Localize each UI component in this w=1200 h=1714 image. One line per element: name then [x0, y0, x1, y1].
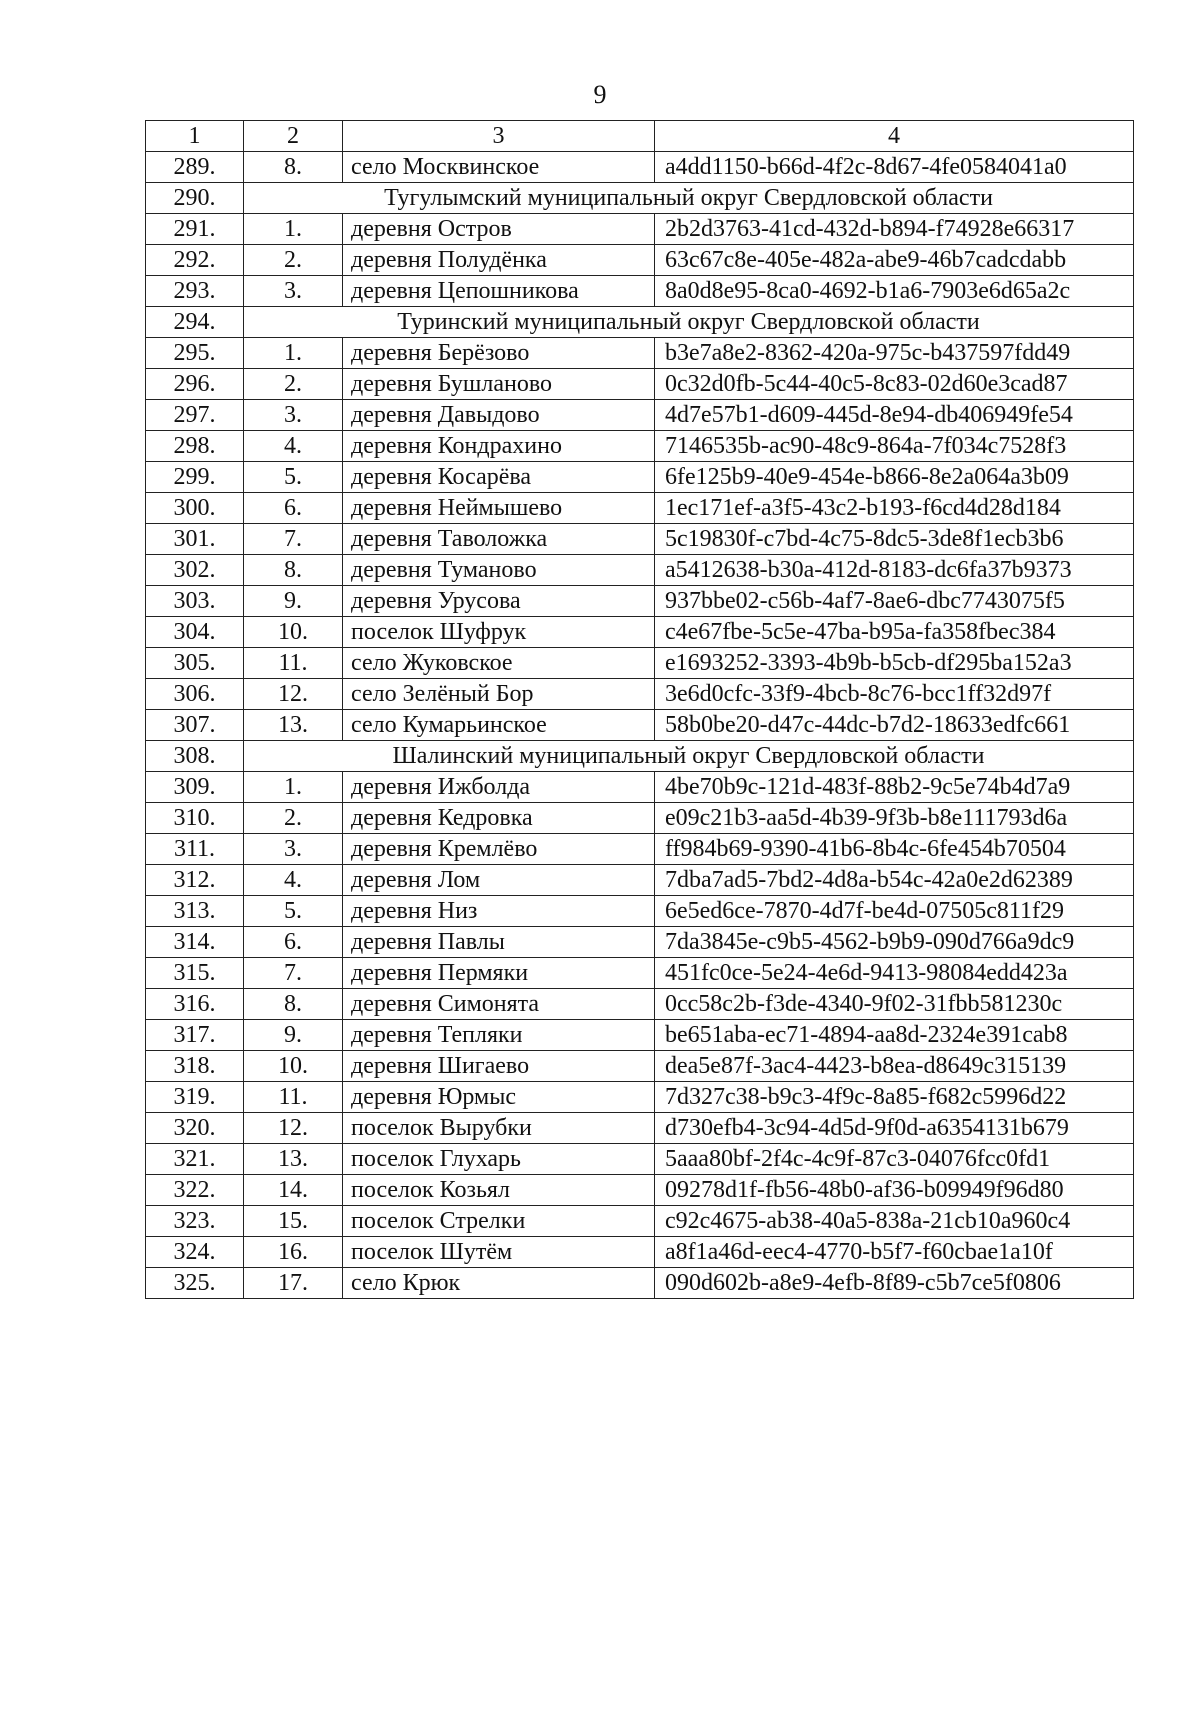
settlement-guid: e1693252-3393-4b9b-b5cb-df295ba152a3 — [655, 648, 1134, 679]
settlement-guid: 6e5ed6ce-7870-4d7f-be4d-07505c811f29 — [655, 896, 1134, 927]
settlement-guid: 2b2d3763-41cd-432d-b894-f74928e66317 — [655, 214, 1134, 245]
settlement-guid: 3e6d0cfc-33f9-4bcb-8c76-bcc1ff32d97f — [655, 679, 1134, 710]
settlement-name: деревня Низ — [343, 896, 655, 927]
sub-number: 16. — [244, 1237, 343, 1268]
settlement-name: деревня Косарёва — [343, 462, 655, 493]
settlement-guid: 8a0d8e95-8ca0-4692-b1a6-7903e6d65a2c — [655, 276, 1134, 307]
table-row — [146, 679, 1134, 710]
sub-number: 8. — [244, 989, 343, 1020]
row-number: 319. — [146, 1082, 244, 1113]
settlement-name: деревня Урусова — [343, 586, 655, 617]
table-row — [146, 1020, 1134, 1051]
table-row — [146, 834, 1134, 865]
sub-number: 3. — [244, 276, 343, 307]
settlement-guid: 7dba7ad5-7bd2-4d8a-b54c-42a0e2d62389 — [655, 865, 1134, 896]
sub-number: 1. — [244, 214, 343, 245]
sub-number: 15. — [244, 1206, 343, 1237]
header-cell-4: 4 — [655, 121, 1134, 152]
row-number: 293. — [146, 276, 244, 307]
row-number: 318. — [146, 1051, 244, 1082]
settlement-guid: 7d327c38-b9c3-4f9c-8a85-f682c5996d22 — [655, 1082, 1134, 1113]
row-number: 315. — [146, 958, 244, 989]
sub-number: 12. — [244, 679, 343, 710]
settlement-name: деревня Бушланово — [343, 369, 655, 400]
sub-number: 13. — [244, 710, 343, 741]
row-number: 314. — [146, 927, 244, 958]
table-row — [146, 896, 1134, 927]
settlement-name: село Зелёный Бор — [343, 679, 655, 710]
settlement-name: село Москвинское — [343, 152, 655, 183]
row-number: 300. — [146, 493, 244, 524]
row-number: 322. — [146, 1175, 244, 1206]
row-number: 310. — [146, 803, 244, 834]
settlement-name: деревня Давыдово — [343, 400, 655, 431]
table-row — [146, 1082, 1134, 1113]
settlement-guid: 7146535b-ac90-48c9-864a-7f034c7528f3 — [655, 431, 1134, 462]
settlement-name: поселок Вырубки — [343, 1113, 655, 1144]
table-row — [146, 1175, 1134, 1206]
row-number: 325. — [146, 1268, 244, 1299]
table-row — [146, 1268, 1134, 1299]
sub-number: 17. — [244, 1268, 343, 1299]
table-row — [146, 462, 1134, 493]
row-number: 309. — [146, 772, 244, 803]
table-row — [146, 927, 1134, 958]
table-row — [146, 617, 1134, 648]
settlement-name: село Кумарьинское — [343, 710, 655, 741]
settlement-name: деревня Полудёнка — [343, 245, 655, 276]
settlement-name: деревня Кондрахино — [343, 431, 655, 462]
row-number: 297. — [146, 400, 244, 431]
sub-number: 2. — [244, 245, 343, 276]
row-number: 321. — [146, 1144, 244, 1175]
settlement-name: поселок Шутём — [343, 1237, 655, 1268]
section-title: Шалинский муниципальный округ Свердловской области — [244, 741, 1134, 772]
row-number: 312. — [146, 865, 244, 896]
sub-number: 2. — [244, 369, 343, 400]
settlement-guid: be651aba-ec71-4894-aa8d-2324e391cab8 — [655, 1020, 1134, 1051]
sub-number: 8. — [244, 152, 343, 183]
table-row — [146, 958, 1134, 989]
settlement-name: деревня Берёзово — [343, 338, 655, 369]
table-row — [146, 865, 1134, 896]
section-title: Туринский муниципальный округ Свердловской области — [244, 307, 1134, 338]
table-row — [146, 772, 1134, 803]
section-row — [146, 307, 1134, 338]
table-row — [146, 152, 1134, 183]
settlements-table — [145, 120, 1134, 1299]
row-number: 292. — [146, 245, 244, 276]
table-row — [146, 431, 1134, 462]
sub-number: 14. — [244, 1175, 343, 1206]
table-row — [146, 276, 1134, 307]
settlement-guid: b3e7a8e2-8362-420a-975c-b437597fdd49 — [655, 338, 1134, 369]
table-row — [146, 989, 1134, 1020]
settlement-name: деревня Неймышево — [343, 493, 655, 524]
settlement-guid: dea5e87f-3ac4-4423-b8ea-d8649c315139 — [655, 1051, 1134, 1082]
table-row — [146, 214, 1134, 245]
table-header-row — [146, 121, 1134, 152]
row-number: 304. — [146, 617, 244, 648]
settlement-guid: ff984b69-9390-41b6-8b4c-6fe454b70504 — [655, 834, 1134, 865]
header-cell-1: 1 — [146, 121, 244, 152]
row-number: 307. — [146, 710, 244, 741]
settlement-guid: d730efb4-3c94-4d5d-9f0d-a6354131b679 — [655, 1113, 1134, 1144]
sub-number: 7. — [244, 958, 343, 989]
settlement-guid: 5c19830f-c7bd-4c75-8dc5-3de8f1ecb3b6 — [655, 524, 1134, 555]
settlement-name: деревня Симонята — [343, 989, 655, 1020]
settlement-name: деревня Туманово — [343, 555, 655, 586]
table-row — [146, 803, 1134, 834]
settlement-guid: 0c32d0fb-5c44-40c5-8c83-02d60e3cad87 — [655, 369, 1134, 400]
table-row — [146, 710, 1134, 741]
table-row — [146, 245, 1134, 276]
header-cell-2: 2 — [244, 121, 343, 152]
settlement-name: деревня Юрмыс — [343, 1082, 655, 1113]
sub-number: 10. — [244, 1051, 343, 1082]
sub-number: 5. — [244, 896, 343, 927]
row-number: 313. — [146, 896, 244, 927]
settlement-name: деревня Лом — [343, 865, 655, 896]
settlement-guid: a5412638-b30a-412d-8183-dc6fa37b9373 — [655, 555, 1134, 586]
row-number: 291. — [146, 214, 244, 245]
settlement-name: поселок Глухарь — [343, 1144, 655, 1175]
row-number: 295. — [146, 338, 244, 369]
settlement-guid: 4be70b9c-121d-483f-88b2-9c5e74b4d7a9 — [655, 772, 1134, 803]
settlement-guid: 09278d1f-fb56-48b0-af36-b09949f96d80 — [655, 1175, 1134, 1206]
sub-number: 7. — [244, 524, 343, 555]
table-row — [146, 524, 1134, 555]
table-row — [146, 400, 1134, 431]
row-number: 302. — [146, 555, 244, 586]
sub-number: 11. — [244, 1082, 343, 1113]
sub-number: 4. — [244, 865, 343, 896]
settlement-name: поселок Стрелки — [343, 1206, 655, 1237]
sub-number: 8. — [244, 555, 343, 586]
row-number: 301. — [146, 524, 244, 555]
settlement-name: деревня Таволожка — [343, 524, 655, 555]
row-number: 320. — [146, 1113, 244, 1144]
settlement-name: деревня Ижболда — [343, 772, 655, 803]
sub-number: 1. — [244, 772, 343, 803]
settlement-guid: c4e67fbe-5c5e-47ba-b95a-fa358fbec384 — [655, 617, 1134, 648]
row-number: 289. — [146, 152, 244, 183]
page-number: 9 — [593, 80, 607, 109]
table-body — [146, 121, 1134, 1299]
row-number: 303. — [146, 586, 244, 617]
row-number: 317. — [146, 1020, 244, 1051]
section-title: Тугулымский муниципальный округ Свердловской области — [244, 183, 1134, 214]
sub-number: 3. — [244, 834, 343, 865]
settlement-name: деревня Павлы — [343, 927, 655, 958]
sub-number: 9. — [244, 1020, 343, 1051]
row-number: 323. — [146, 1206, 244, 1237]
sub-number: 9. — [244, 586, 343, 617]
settlement-name: село Крюк — [343, 1268, 655, 1299]
sub-number: 4. — [244, 431, 343, 462]
settlement-name: деревня Пермяки — [343, 958, 655, 989]
settlement-guid: 0cc58c2b-f3de-4340-9f02-31fbb581230c — [655, 989, 1134, 1020]
row-number: 316. — [146, 989, 244, 1020]
sub-number: 10. — [244, 617, 343, 648]
settlement-name: поселок Шуфрук — [343, 617, 655, 648]
settlement-guid: 451fc0ce-5e24-4e6d-9413-98084edd423a — [655, 958, 1134, 989]
row-number: 296. — [146, 369, 244, 400]
row-number: 306. — [146, 679, 244, 710]
sub-number: 3. — [244, 400, 343, 431]
settlement-name: деревня Цепошникова — [343, 276, 655, 307]
sub-number: 5. — [244, 462, 343, 493]
section-row — [146, 183, 1134, 214]
row-number: 290. — [146, 183, 244, 214]
row-number: 311. — [146, 834, 244, 865]
sub-number: 11. — [244, 648, 343, 679]
settlement-guid: 58b0be20-d47c-44dc-b7d2-18633edfc661 — [655, 710, 1134, 741]
settlement-guid: 6fe125b9-40e9-454e-b866-8e2a064a3b09 — [655, 462, 1134, 493]
settlement-guid: 7da3845e-c9b5-4562-b9b9-090d766a9dc9 — [655, 927, 1134, 958]
settlement-guid: e09c21b3-aa5d-4b39-9f3b-b8e111793d6a — [655, 803, 1134, 834]
sub-number: 6. — [244, 927, 343, 958]
section-row — [146, 741, 1134, 772]
table-row — [146, 1144, 1134, 1175]
sub-number: 6. — [244, 493, 343, 524]
row-number: 294. — [146, 307, 244, 338]
sub-number: 2. — [244, 803, 343, 834]
table-row — [146, 555, 1134, 586]
settlement-name: поселок Козьял — [343, 1175, 655, 1206]
table-row — [146, 648, 1134, 679]
sub-number: 13. — [244, 1144, 343, 1175]
table-row — [146, 1206, 1134, 1237]
settlement-name: деревня Кремлёво — [343, 834, 655, 865]
sub-number: 1. — [244, 338, 343, 369]
header-cell-3: 3 — [343, 121, 655, 152]
table-row — [146, 493, 1134, 524]
settlement-guid: c92c4675-ab38-40a5-838a-21cb10a960c4 — [655, 1206, 1134, 1237]
settlement-guid: a8f1a46d-eec4-4770-b5f7-f60cbae1a10f — [655, 1237, 1134, 1268]
table-row — [146, 338, 1134, 369]
settlement-guid: 63c67c8e-405e-482a-abe9-46b7cadcdabb — [655, 245, 1134, 276]
settlement-guid: 5aaa80bf-2f4c-4c9f-87c3-04076fcc0fd1 — [655, 1144, 1134, 1175]
settlement-guid: 090d602b-a8e9-4efb-8f89-c5b7ce5f0806 — [655, 1268, 1134, 1299]
settlement-name: село Жуковское — [343, 648, 655, 679]
settlement-name: деревня Остров — [343, 214, 655, 245]
table-row — [146, 586, 1134, 617]
settlement-guid: 937bbe02-c56b-4af7-8ae6-dbc7743075f5 — [655, 586, 1134, 617]
settlement-guid: 1ec171ef-a3f5-43c2-b193-f6cd4d28d184 — [655, 493, 1134, 524]
row-number: 298. — [146, 431, 244, 462]
settlement-guid: 4d7e57b1-d609-445d-8e94-db406949fe54 — [655, 400, 1134, 431]
row-number: 308. — [146, 741, 244, 772]
settlement-name: деревня Шигаево — [343, 1051, 655, 1082]
settlement-name: деревня Кедровка — [343, 803, 655, 834]
table-row — [146, 369, 1134, 400]
table-row — [146, 1051, 1134, 1082]
sub-number: 12. — [244, 1113, 343, 1144]
settlement-name: деревня Тепляки — [343, 1020, 655, 1051]
row-number: 305. — [146, 648, 244, 679]
table-row — [146, 1113, 1134, 1144]
row-number: 324. — [146, 1237, 244, 1268]
table-row — [146, 1237, 1134, 1268]
settlement-guid: a4dd1150-b66d-4f2c-8d67-4fe0584041a0 — [655, 152, 1134, 183]
row-number: 299. — [146, 462, 244, 493]
